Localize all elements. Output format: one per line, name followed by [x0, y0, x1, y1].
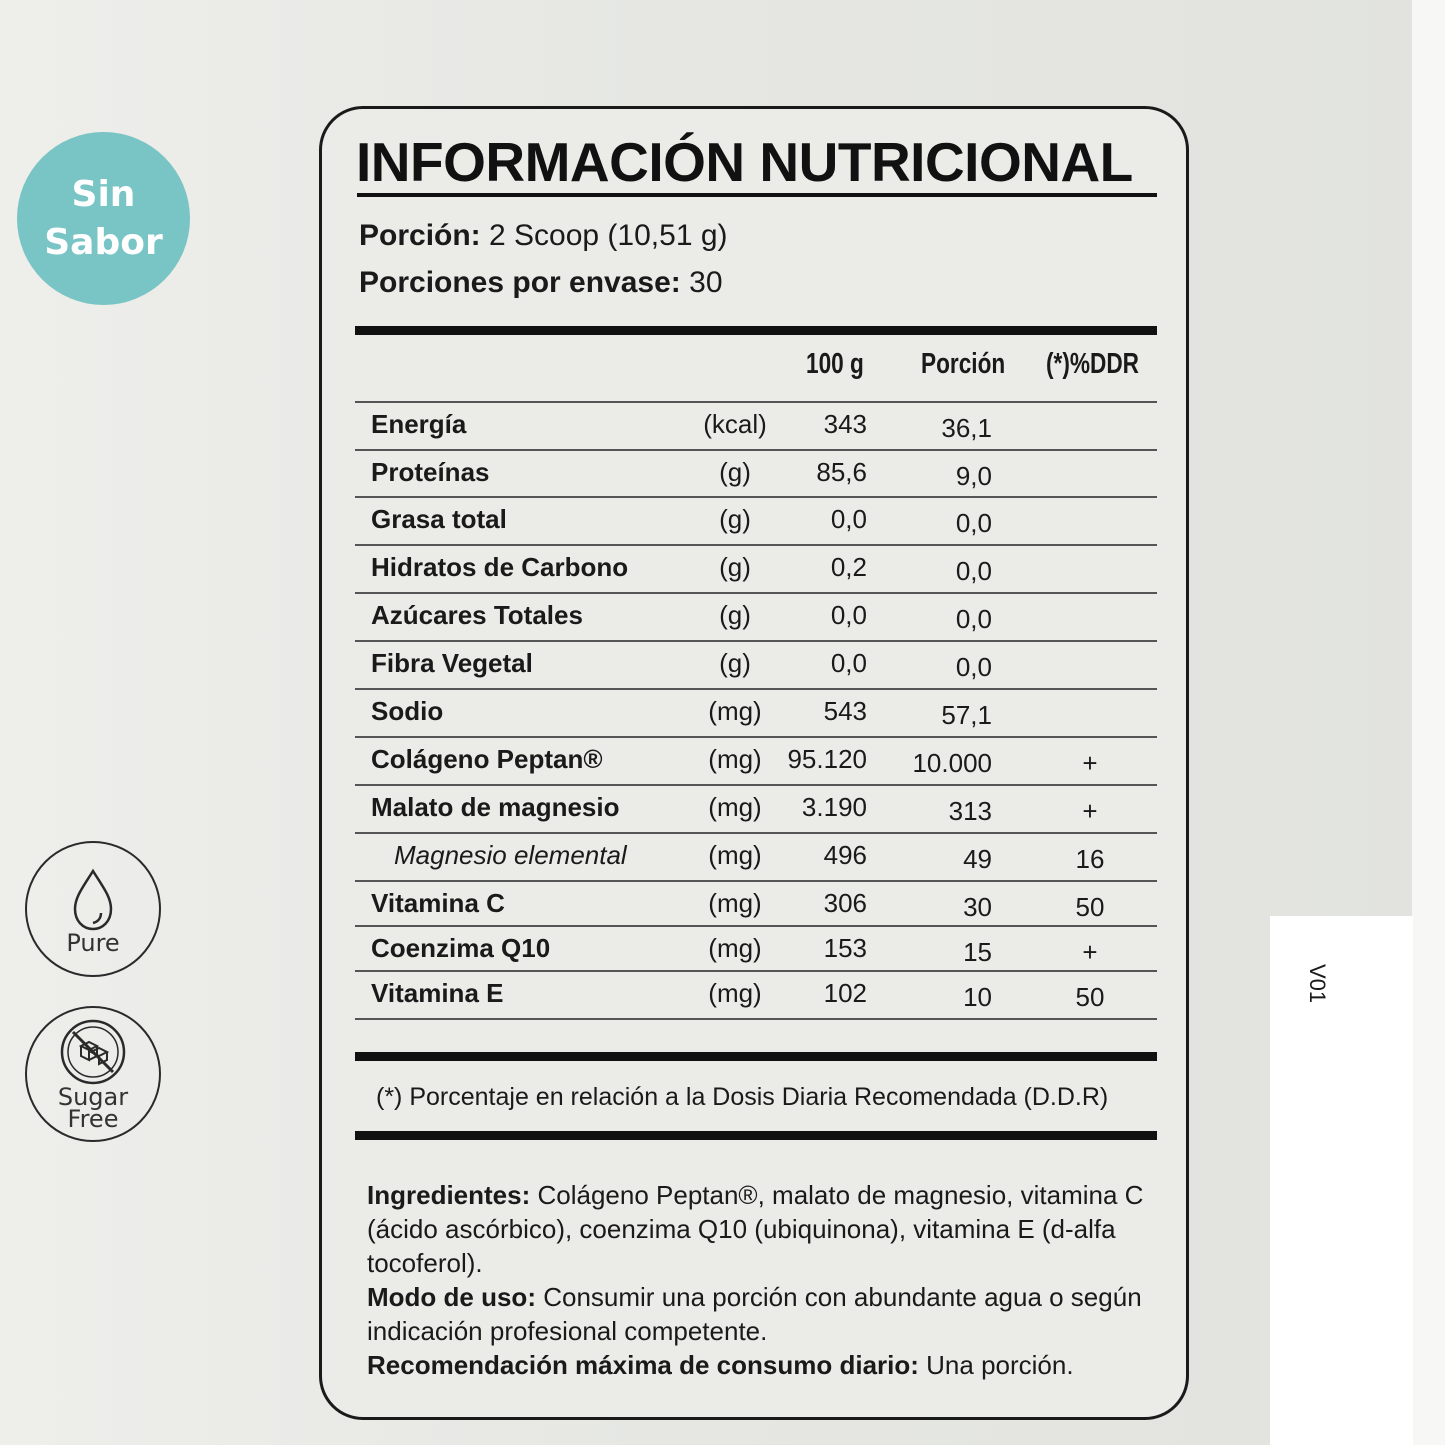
servings-per-container — [359, 266, 723, 300]
value-per-100g: 306 — [823, 888, 867, 918]
nutrition-title: INFORMACIÓN NUTRICIONAL — [356, 131, 1133, 193]
value-per-100g: 85,6 — [816, 457, 867, 487]
value-per-portion: 10 — [963, 982, 992, 1012]
nutrient-name: Vitamina C — [371, 888, 505, 918]
nutrient-name: Vitamina E — [371, 978, 504, 1008]
nutrient-unit: (g) — [719, 457, 751, 487]
nutrient-name: Coenzima Q10 — [371, 933, 551, 963]
flavor-badge — [17, 132, 190, 305]
table-row — [355, 544, 1157, 592]
value-per-portion: 0,0 — [955, 652, 992, 682]
value-per-portion: 57,1 — [941, 700, 992, 730]
table-row — [355, 401, 1157, 449]
value-per-portion: 15 — [963, 937, 992, 967]
serving-size-value: 2 Scoop (10,51 g) — [489, 219, 728, 252]
nutrient-name: Sodio — [371, 696, 444, 726]
nutrient-name: Azúcares Totales — [371, 600, 583, 630]
value-ddr: 16 — [1075, 844, 1105, 874]
row-divider — [355, 496, 1157, 498]
value-ddr: + — [1082, 796, 1098, 826]
header-per100: 100 g — [806, 348, 864, 380]
row-divider — [355, 640, 1157, 642]
row-divider — [355, 544, 1157, 546]
nutrient-unit: (mg) — [708, 888, 762, 918]
table-row — [355, 736, 1157, 784]
value-per-100g: 0,0 — [830, 504, 867, 534]
value-per-100g: 3.190 — [801, 792, 867, 822]
nutrient-unit: (g) — [719, 648, 751, 678]
table-row — [355, 925, 1157, 973]
sugar-free-label — [27, 1083, 159, 1133]
batch-code: V01 — [1305, 964, 1330, 1004]
value-per-100g: 0,2 — [830, 552, 867, 582]
table-row — [355, 832, 1157, 880]
table-bottom-line — [355, 1018, 1157, 1020]
nutrient-unit: (g) — [719, 504, 751, 534]
row-divider — [355, 970, 1157, 972]
nutrient-name: Hidratos de Carbono — [371, 552, 629, 582]
sugar-label: Sugar — [57, 1083, 129, 1111]
side-panel — [1270, 916, 1413, 1445]
value-per-100g: 153 — [823, 933, 867, 963]
value-ddr: 50 — [1075, 892, 1105, 922]
divider-footnote-top — [355, 1052, 1157, 1061]
table-row — [355, 970, 1157, 1018]
flavor-line1: Sin — [71, 173, 136, 215]
value-per-portion: 0,0 — [955, 556, 992, 586]
usage-text: Consumir una porción con abundante agua o según indicación profesional competente. — [367, 1282, 1142, 1346]
value-per-portion: 36,1 — [941, 413, 992, 443]
nutrient-name: Fibra Vegetal — [371, 648, 533, 678]
value-per-100g: 0,0 — [830, 648, 867, 678]
nutrient-name: Grasa total — [371, 504, 507, 534]
value-per-100g: 95.120 — [787, 744, 867, 774]
nutrient-unit: (mg) — [708, 696, 762, 726]
servings-per-container-value: 30 — [689, 266, 723, 299]
table-row — [355, 640, 1157, 688]
pure-badge — [25, 841, 161, 977]
table-row — [355, 880, 1157, 928]
nutrient-name: Magnesio elemental — [394, 840, 627, 870]
value-per-portion: 9,0 — [955, 461, 992, 491]
ingredients-label: Ingredientes: — [367, 1180, 531, 1210]
table-row — [355, 784, 1157, 832]
title-underline — [357, 193, 1157, 197]
value-per-100g: 102 — [823, 978, 867, 1008]
value-per-portion: 10.000 — [912, 748, 992, 778]
table-row — [355, 449, 1157, 497]
serving-size-label: Porción: — [359, 219, 481, 252]
value-per-100g: 0,0 — [830, 600, 867, 630]
value-per-100g: 343 — [823, 409, 867, 439]
max-intake-paragraph — [367, 1348, 1147, 1382]
ddr-footnote: (*) Porcentaje en relación a la Dosis Diaria Recomendada (D.D.R) — [376, 1083, 1109, 1111]
ingredients-block — [367, 1178, 1147, 1382]
value-per-100g: 496 — [823, 840, 867, 870]
value-per-portion: 49 — [963, 844, 992, 874]
row-divider — [355, 449, 1157, 451]
max-intake-text: Una porción. — [926, 1350, 1074, 1380]
row-divider — [355, 880, 1157, 882]
ingredients-paragraph — [367, 1178, 1147, 1280]
value-per-portion: 313 — [948, 796, 992, 826]
nutrient-name: Proteínas — [371, 457, 490, 487]
nutrient-unit: (mg) — [708, 840, 762, 870]
usage-label: Modo de uso: — [367, 1282, 536, 1312]
row-divider — [355, 784, 1157, 786]
value-per-portion: 30 — [963, 892, 992, 922]
value-ddr: + — [1082, 937, 1098, 967]
nutrient-name: Colágeno Peptan® — [371, 744, 603, 774]
right-edge-strip — [1412, 0, 1445, 1445]
max-intake-label: Recomendación máxima de consumo diario: — [367, 1350, 919, 1380]
serving-size — [359, 219, 728, 253]
table-row — [355, 496, 1157, 544]
value-ddr: 50 — [1075, 982, 1105, 1012]
divider-top — [355, 326, 1157, 335]
table-row — [355, 592, 1157, 640]
value-per-portion: 0,0 — [955, 508, 992, 538]
header-portion: Porción — [921, 348, 1006, 380]
pure-label: Pure — [66, 929, 120, 957]
sugar-free-badge — [25, 1006, 161, 1142]
nutrient-name: Energía — [371, 409, 467, 439]
nutrient-unit: (mg) — [708, 744, 762, 774]
flavor-line2: Sabor — [44, 221, 163, 263]
usage-paragraph — [367, 1280, 1147, 1348]
row-divider — [355, 925, 1157, 927]
servings-per-container-label: Porciones por envase: — [359, 266, 681, 299]
value-ddr: + — [1082, 748, 1098, 778]
row-divider — [355, 832, 1157, 834]
row-divider — [355, 592, 1157, 594]
nutrient-unit: (mg) — [708, 792, 762, 822]
nutrient-unit: (kcal) — [703, 409, 767, 439]
row-divider — [355, 688, 1157, 690]
nutrient-unit: (g) — [719, 600, 751, 630]
ingredients-text: Colágeno Peptan®, malato de magnesio, vitamina C (ácido ascórbico), coenzima Q10 (ubiquinona), vitamina E (d-alfa tocoferol). — [367, 1180, 1144, 1278]
row-divider — [355, 736, 1157, 738]
value-per-100g: 543 — [823, 696, 867, 726]
nutrient-unit: (mg) — [708, 933, 762, 963]
row-divider — [355, 401, 1157, 403]
value-per-portion: 0,0 — [955, 604, 992, 634]
nutrient-unit: (mg) — [708, 978, 762, 1008]
nutrient-name: Malato de magnesio — [371, 792, 620, 822]
table-row — [355, 688, 1157, 736]
free-label: Free — [67, 1105, 119, 1133]
header-ddr: (*)%DDR — [1046, 348, 1139, 380]
nutrient-unit: (g) — [719, 552, 751, 582]
divider-footnote-bottom — [355, 1131, 1157, 1140]
